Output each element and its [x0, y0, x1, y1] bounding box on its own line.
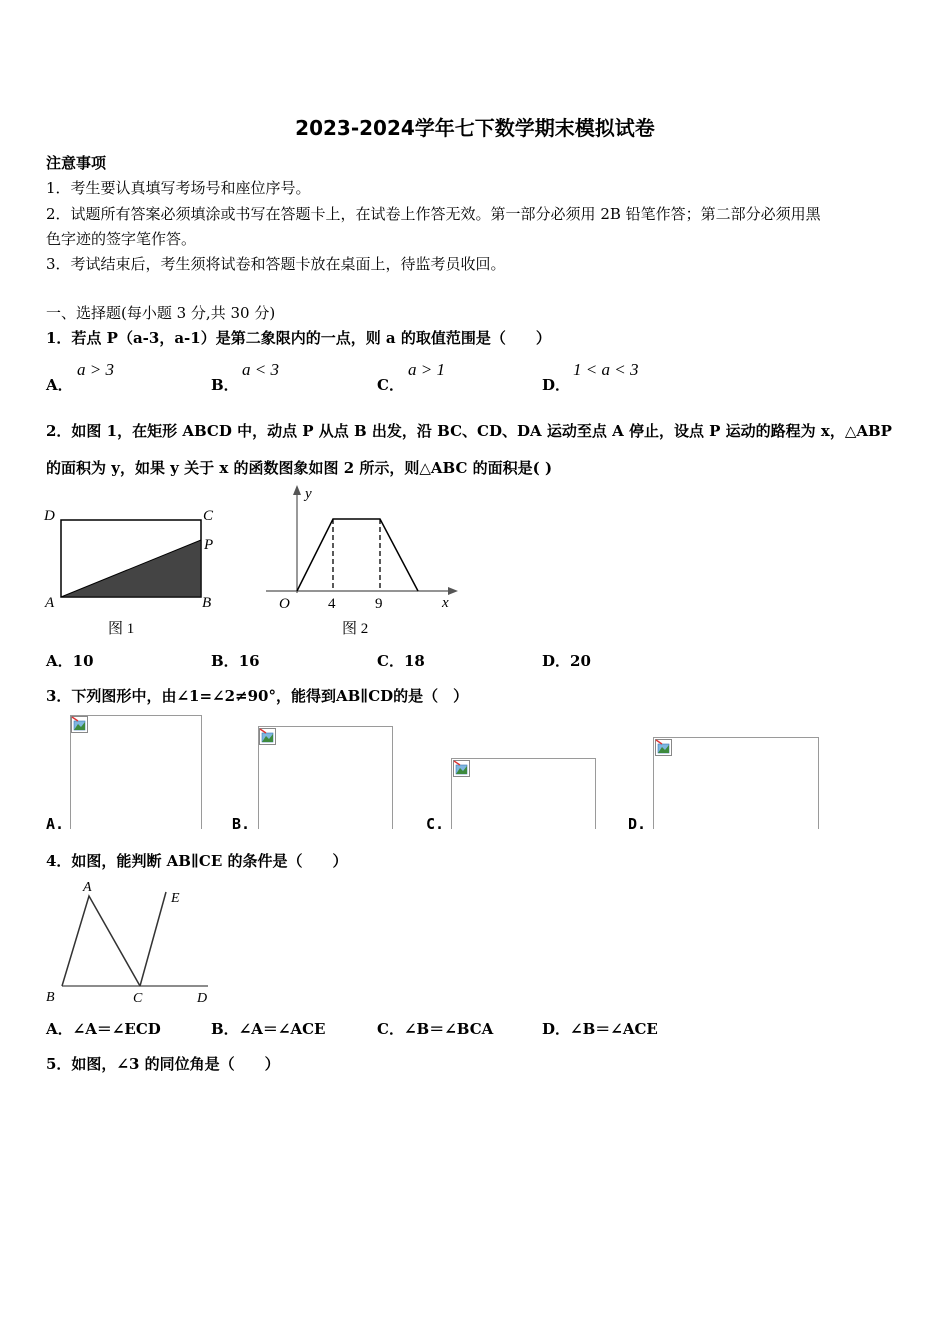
fig1-label-a: A	[45, 595, 55, 611]
question-3-stem: 3．下列图形中，由∠1=∠2≠90°，能得到AB∥CD的是（ ）	[46, 687, 469, 705]
q3-figure-c-frame	[451, 758, 596, 829]
q3-figure-d-frame	[653, 737, 819, 829]
fig2-y-axis-label: y	[305, 486, 312, 502]
q3-option-d: D.	[628, 815, 647, 833]
q3-option-a: A.	[46, 815, 65, 833]
q4-label-b: B	[46, 990, 55, 1005]
fig1-label-d: D	[44, 508, 55, 524]
q4-figure	[40, 876, 220, 1011]
q4-label-a: A	[83, 880, 92, 895]
q3-option-c: C.	[426, 815, 445, 833]
figure-2-caption: 图 2	[342, 621, 369, 637]
question-5-stem: 5．如图，∠3 的同位角是（ ）	[46, 1055, 280, 1073]
broken-image-icon	[453, 760, 470, 777]
figure-1-caption: 图 1	[108, 621, 135, 637]
question-1-stem: 1．若点 P（a-3，a-1）是第二象限内的一点，则 a 的取值范围是（ ）	[46, 329, 551, 347]
fig1-label-b: B	[202, 595, 212, 611]
q3-figure-b-frame	[258, 726, 393, 829]
fig1-label-c: C	[203, 508, 214, 524]
question-4-stem: 4．如图，能判断 AB∥CE 的条件是（ ）	[46, 852, 348, 870]
figure-1-rectangle	[40, 500, 230, 645]
page-title: 2023-2024学年七下数学期末模拟试卷	[295, 116, 655, 140]
fig2-x-axis-label: x	[442, 595, 449, 611]
q4-label-d: D	[197, 991, 208, 1006]
q2-option-a: A．10	[46, 652, 94, 670]
fig2-tick-9: 9	[375, 596, 383, 612]
q2-option-b: B．16	[211, 652, 260, 670]
q4-option-b: B．∠A＝∠ACE	[211, 1020, 326, 1038]
fig2-origin-label: O	[279, 596, 290, 612]
q4-option-d: D．∠B＝∠ACE	[542, 1020, 658, 1038]
broken-image-icon	[655, 739, 672, 756]
broken-image-icon	[71, 716, 88, 733]
q2-option-d: D．20	[542, 652, 591, 670]
q1-option-a-value: a > 3	[77, 360, 114, 379]
q4-option-a: A．∠A＝∠ECD	[46, 1020, 161, 1038]
broken-image-icon	[259, 728, 276, 745]
question-2-line-1: 2．如图 1，在矩形 ABCD 中，动点 P 从点 B 出发，沿 BC、CD、DA 运动至点 A 停止，设点 P 运动的路程为 x，△ABP	[46, 422, 892, 440]
q1-option-b-value: a < 3	[242, 360, 279, 379]
q1-option-c-label: C．	[377, 376, 404, 394]
q3-option-b: B.	[232, 815, 251, 833]
notice-heading: 注意事项	[46, 154, 107, 172]
section-heading: 一、选择题(每小题 3 分,共 30 分)	[46, 304, 276, 322]
q2-option-c: C．18	[377, 652, 425, 670]
q1-option-a-label: A．	[46, 376, 73, 394]
question-2-line-2: 的面积为 y，如果 y 关于 x 的函数图象如图 2 所示，则△ABC 的面积是( )	[46, 459, 553, 477]
notice-item-3: 3．考试结束后，考生须将试卷和答题卡放在桌面上，待监考员收回。	[46, 255, 506, 273]
notice-item-1: 1．考生要认真填写考场号和座位序号。	[46, 179, 311, 197]
q1-option-d-label: D．	[542, 376, 571, 394]
figure-2-graph	[262, 483, 462, 643]
q4-label-e: E	[171, 891, 180, 906]
fig2-tick-4: 4	[328, 596, 336, 612]
q1-option-d-value: 1 < a < 3	[573, 360, 639, 379]
fig1-label-p: P	[204, 537, 214, 553]
q4-option-c: C．∠B＝∠BCA	[377, 1020, 494, 1038]
q4-label-c: C	[133, 991, 143, 1006]
notice-item-2: 2．试题所有答案必须填涂或书写在答题卡上，在试卷上作答无效。第一部分必须用 2B 铅笔作答；第二部分必须用黑	[46, 205, 821, 223]
q1-option-c-value: a > 1	[408, 360, 445, 379]
q1-option-b-label: B．	[211, 376, 239, 394]
notice-item-2-cont: 色字迹的签字笔作答。	[46, 230, 197, 248]
q3-figure-a-frame	[70, 715, 202, 829]
